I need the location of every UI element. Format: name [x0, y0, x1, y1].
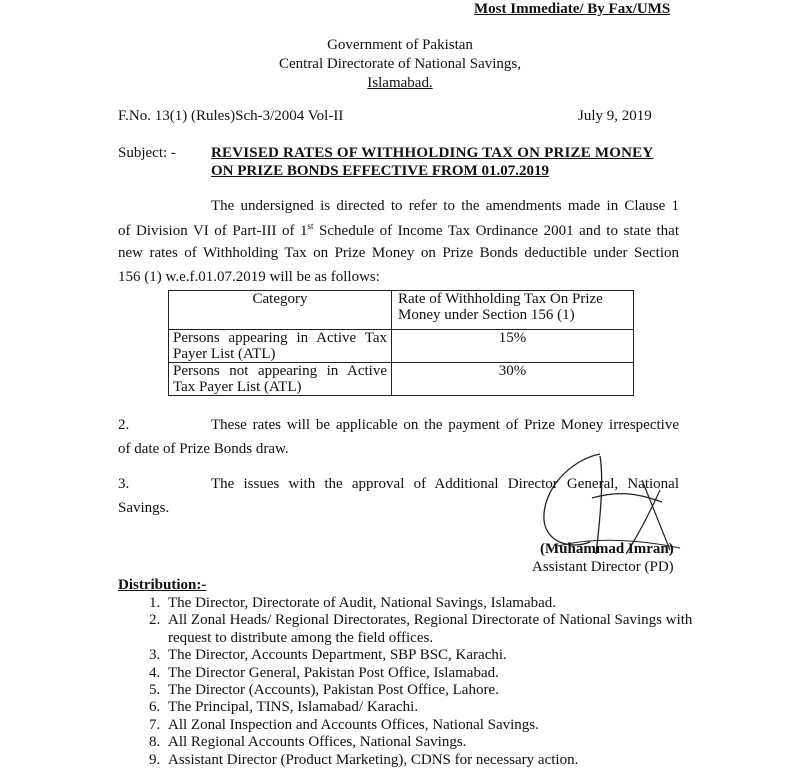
signatory-name: (Muhammad Imran): [540, 541, 674, 557]
subject-label: Subject: -: [118, 145, 176, 161]
priority-note: Most Immediate/ By Fax/UMS: [474, 1, 671, 17]
table-cell-category: Persons appearing in Active Tax Payer List (ATL): [169, 330, 392, 363]
table-header-rate: Rate of Withholding Tax On Prize Money under Section 156 (1): [392, 291, 634, 330]
list-item: 2. All Zonal Heads/ Regional Directorates, Regional Directorate of National Savings with request to distribute among the field offices.: [164, 612, 724, 647]
para2-number: 2.: [118, 417, 130, 433]
gov-line-1: Government of Pakistan: [327, 37, 473, 53]
table-row: [169, 330, 634, 363]
letter-date: July 9, 2019: [578, 108, 652, 124]
list-item: 1. The Director, Directorate of Audit, National Savings, Islamabad.: [164, 595, 724, 612]
para1-line-1: The undersigned is directed to refer to the amendments made in Clause 1: [211, 198, 679, 214]
list-item: 3. The Director, Accounts Department, SBP BSC, Karachi.: [164, 647, 724, 664]
table-header-row: [169, 291, 634, 330]
para1-line-3: new rates of Withholding Tax on Prize Money on Prize Bonds deductible under Section: [118, 245, 679, 261]
distribution-list: [118, 595, 724, 769]
gov-line-2: Central Directorate of National Savings,: [278, 56, 521, 72]
table-cell-rate: 15%: [392, 330, 634, 363]
signatory-designation: Assistant Director (PD): [532, 559, 674, 575]
distribution-heading: Distribution:-: [118, 577, 207, 593]
subject-line-1: REVISED RATES OF WITHHOLDING TAX ON PRIZE MONEY: [211, 145, 654, 161]
list-item: 5. The Director (Accounts), Pakistan Post Office, Lahore.: [164, 682, 724, 699]
para1-line-2: of Division VI of Part-III of 1st Schedule of Income Tax Ordinance 2001 and to state that: [118, 221, 680, 239]
list-item: 7. All Zonal Inspection and Accounts Offices, National Savings.: [164, 717, 724, 734]
table-header-category: Category: [169, 291, 392, 330]
list-item: 8. All Regional Accounts Offices, National Savings.: [164, 734, 724, 751]
list-item: 6. The Principal, TINS, Islamabad/ Karachi.: [164, 699, 724, 716]
withholding-rates-table: [168, 290, 634, 396]
table-row: [169, 363, 634, 396]
subject-line-2: ON PRIZE BONDS EFFECTIVE FROM 01.07.2019: [211, 163, 549, 179]
para3-line-2: Savings.: [118, 500, 170, 516]
list-item: 4. The Director General, Pakistan Post Office, Islamabad.: [164, 665, 724, 682]
para2-line-2: of date of Prize Bonds draw.: [118, 441, 289, 457]
para1-line-4: 156 (1) w.e.f.01.07.2019 will be as follows:: [118, 269, 380, 285]
list-item: 9. Assistant Director (Product Marketing), CDNS for necessary action.: [164, 752, 724, 769]
para3-line-1: The issues with the approval of Additional Director General, National: [211, 476, 679, 492]
table-cell-rate: 30%: [392, 363, 634, 396]
file-number: F.No. 13(1) (Rules)Sch-3/2004 Vol-II: [118, 108, 344, 124]
para3-number: 3.: [118, 476, 130, 492]
gov-line-3: Islamabad.: [367, 75, 433, 91]
table-cell-category: Persons not appearing in Active Tax Payer List (ATL): [169, 363, 392, 396]
para2-line-1: These rates will be applicable on the payment of Prize Money irrespective: [211, 417, 679, 433]
